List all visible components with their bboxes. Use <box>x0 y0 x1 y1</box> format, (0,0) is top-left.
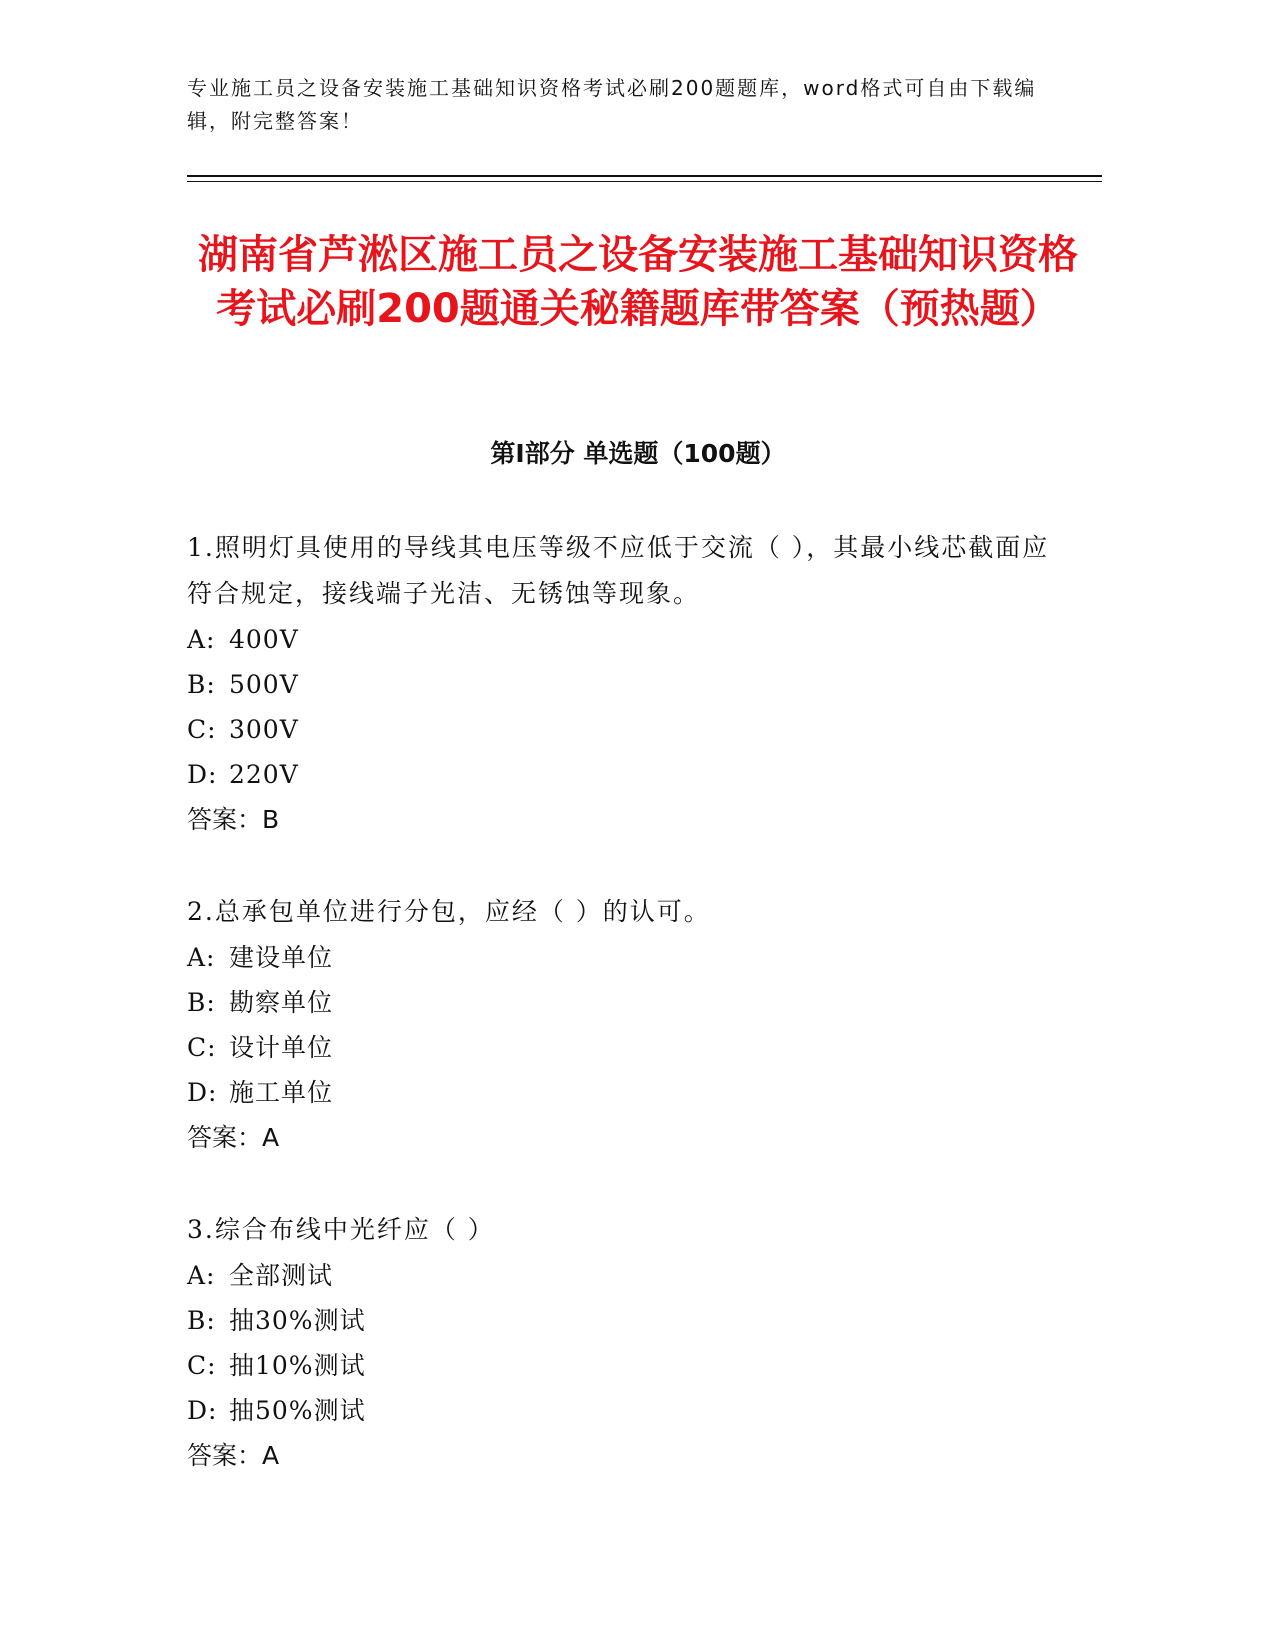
option-c <box>187 1343 1067 1388</box>
header-rule-thick <box>187 175 1102 177</box>
section-title: 第I部分 单选题（100题） <box>490 439 786 468</box>
question-list <box>187 525 1067 1525</box>
header-note: 专业施工员之设备安装施工基础知识资格考试必刷200题题库，word格式可自由下载编辑，附完整答案！ <box>187 76 1037 133</box>
option-text: 300V <box>229 715 299 744</box>
question-text: 2.总承包单位进行分包，应经（ ）的认可。 <box>187 897 711 926</box>
option-c <box>187 1025 1067 1070</box>
option-key: D: <box>187 1078 218 1107</box>
option-key: A: <box>187 943 216 972</box>
option-key: B: <box>187 1306 216 1335</box>
option-text: 抽30%测试 <box>229 1306 366 1335</box>
option-text: 全部测试 <box>229 1261 334 1290</box>
option-key: C: <box>187 715 217 744</box>
option-text: 500V <box>229 670 299 699</box>
option-d <box>187 752 1067 797</box>
option-d <box>187 1388 1067 1433</box>
option-text: 抽10%测试 <box>229 1351 366 1380</box>
header-rule-thin <box>187 181 1102 182</box>
option-key: D: <box>187 1396 218 1425</box>
question-1 <box>187 525 1067 843</box>
option-text: 400V <box>229 625 299 654</box>
option-key: C: <box>187 1033 217 1062</box>
option-key: B: <box>187 670 216 699</box>
option-b <box>187 980 1067 1025</box>
option-text: 抽50%测试 <box>229 1396 366 1425</box>
option-a <box>187 617 1067 662</box>
option-text: 建设单位 <box>229 943 334 972</box>
document-title: 湖南省芦淞区施工员之设备安装施工基础知识资格考试必刷200题通关秘籍题库带答案（预热题） <box>198 232 1078 332</box>
option-text: 施工单位 <box>229 1078 334 1107</box>
option-d <box>187 1070 1067 1115</box>
option-a <box>187 1253 1067 1298</box>
question-3 <box>187 1207 1067 1479</box>
option-text: 勘察单位 <box>229 988 334 1017</box>
option-a <box>187 935 1067 980</box>
question-text: 1.照明灯具使用的导线其电压等级不应低于交流（ ），其最小线芯截面应符合规定，接线端子光洁、无锈蚀等现象。 <box>187 533 1050 608</box>
question-2 <box>187 889 1067 1161</box>
answer: 答案：A <box>187 1441 280 1470</box>
answer: 答案：A <box>187 1123 280 1152</box>
option-key: D: <box>187 760 218 789</box>
option-key: B: <box>187 988 216 1017</box>
option-c <box>187 707 1067 752</box>
option-key: C: <box>187 1351 217 1380</box>
question-text: 3.综合布线中光纤应（ ） <box>187 1215 495 1244</box>
option-b <box>187 1298 1067 1343</box>
option-key: A: <box>187 1261 216 1290</box>
option-key: A: <box>187 625 216 654</box>
answer: 答案：B <box>187 805 280 834</box>
option-b <box>187 662 1067 707</box>
option-text: 220V <box>229 760 299 789</box>
option-text: 设计单位 <box>229 1033 334 1062</box>
